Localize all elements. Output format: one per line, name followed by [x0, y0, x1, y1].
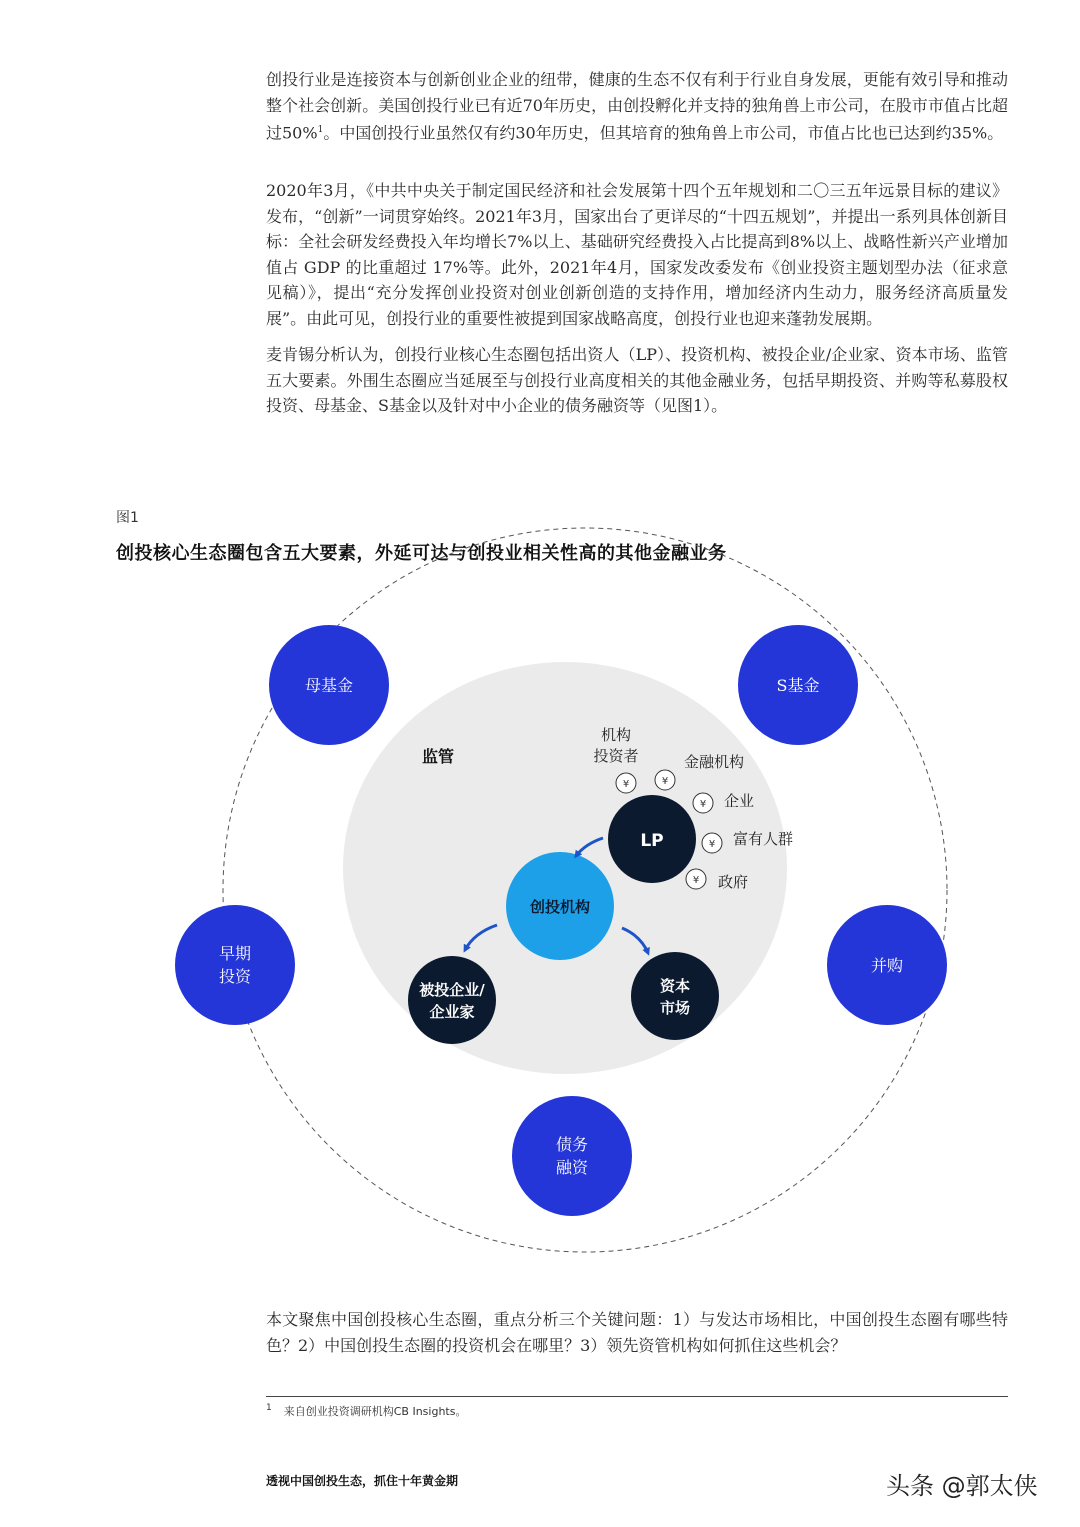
node-s-fund — [738, 625, 858, 745]
watermark: 头条 @郭太侠 — [886, 1472, 1038, 1500]
debt-financing-label-line2: 融资 — [555, 1158, 589, 1177]
lp-source-enterprise: 企业 — [724, 792, 755, 810]
paragraph-ecosystem: 麦肯锡分析认为，创投行业核心生态圈包括出资人（LP）、投资机构、被投企业/企业家、资本市场、监管五大要素。外围生态圈应当延展至与创投行业高度相关的其他金融业务，包括早期投资、并购等私募股权投资、母基金、S基金以及针对中小企业的债务融资等（见图1）。 — [266, 345, 1008, 416]
footnote — [266, 1403, 466, 1419]
lp-source-institutional-line2: 投资者 — [593, 747, 639, 765]
node-vc-institution — [506, 852, 614, 960]
yuan-coin-icon — [702, 833, 722, 853]
lp-label: LP — [640, 831, 664, 851]
footer-report-title: 透视中国创投生态，抓住十年黄金期 — [266, 1474, 459, 1488]
capital-market-label-line2: 市场 — [659, 999, 691, 1017]
lp-source-hnwi: 富有人群 — [733, 830, 794, 848]
yuan-coin-icon — [686, 869, 706, 889]
lp-source-financial-institution: 金融机构 — [684, 753, 745, 771]
node-investee — [408, 956, 496, 1044]
investee-circle — [408, 956, 496, 1044]
regulation-label: 监管 — [422, 747, 455, 766]
node-lp — [608, 795, 696, 883]
mother-fund-label: 母基金 — [304, 676, 354, 695]
investee-label-line1: 被投企业/ — [419, 981, 485, 999]
paragraph-intro: 创投行业是连接资本与创新创业企业的纽带，健康的生态不仅有利于行业自身发展，更能有效引导和推动整个社会创新。美国创投行业已有近70年历史，由创投孵化并支持的独角兽上市公司，在股市市值占比超过50%$^1$。中国创投行业虽然仅有约30年历史，但其培育的独角兽上市公司，市值占比也已达到约35%。 — [266, 70, 1008, 143]
footnote-text: 来自创业投资调研机构CB Insights。 — [283, 1405, 467, 1418]
paragraph-policy: 2020年3月，《中共中央关于制定国民经济和社会发展第十四个五年规划和二〇三五年远景目标的建议》发布，“创新”一词贯穿始终。2021年3月，国家出台了更详尽的“十四五规划”，并提出一系列具体创新目标：全社会研发经费投入年均增长7%以上、基础研究经费投入占比提高到8%以上、战略性新兴产业增加值占 GDP 的比重超过 17%等。此外，2021年4月，国家发改委发布《创业投资主题划型办法（征求意见稿）》，提出“充分发挥创业投资对创业创新创造的支持作用，增加经济内生动力，服务经济高质量发展”。由此可见，创投行业的重要性被提到国家战略高度，创投行业也迎来蓬勃发展期。 — [266, 181, 1008, 328]
svg-text:¥: ¥ — [699, 799, 707, 810]
node-capital-market — [631, 952, 719, 1040]
figure-title: 创投核心生态圈包含五大要素，外延可达与创投业相关性高的其他金融业务 — [116, 543, 727, 564]
early-investment-label-line2: 投资 — [218, 967, 252, 986]
footnote-number: 1 — [266, 1403, 272, 1413]
lp-source-institutional-line1: 机构 — [600, 726, 632, 744]
node-mother-fund — [269, 625, 389, 745]
footnote-ref: 1 — [317, 125, 324, 136]
node-mna — [827, 905, 947, 1025]
svg-text:¥: ¥ — [661, 776, 669, 787]
capital-market-circle — [631, 952, 719, 1040]
svg-text:¥: ¥ — [692, 875, 700, 886]
s-fund-label: S基金 — [776, 676, 820, 695]
node-early-investment — [175, 905, 295, 1025]
debt-financing-circle — [512, 1096, 632, 1216]
yuan-coin-icon — [616, 773, 636, 793]
debt-financing-label-line1: 债务 — [555, 1135, 589, 1154]
figure-label: 图1 — [116, 510, 139, 526]
yuan-coin-icon — [655, 770, 675, 790]
svg-text:¥: ¥ — [622, 779, 630, 790]
early-investment-circle — [175, 905, 295, 1025]
mna-label: 并购 — [870, 956, 904, 975]
investee-label-line2: 企业家 — [429, 1003, 475, 1021]
vc-institution-label: 创投机构 — [529, 898, 591, 916]
capital-market-label-line1: 资本 — [659, 977, 691, 995]
lp-source-government: 政府 — [718, 873, 749, 891]
yuan-coin-icon — [693, 793, 713, 813]
svg-text:¥: ¥ — [708, 839, 716, 850]
paragraph-questions: 本文聚焦中国创投核心生态圈，重点分析三个关键问题：1）与发达市场相比，中国创投生态圈有哪些特色？2）中国创投生态圈的投资机会在哪里？3）领先资管机构如何抓住这些机会？ — [266, 1310, 1008, 1355]
early-investment-label-line1: 早期 — [218, 944, 252, 963]
node-debt-financing — [512, 1096, 632, 1216]
footnote-divider — [266, 1396, 1008, 1397]
